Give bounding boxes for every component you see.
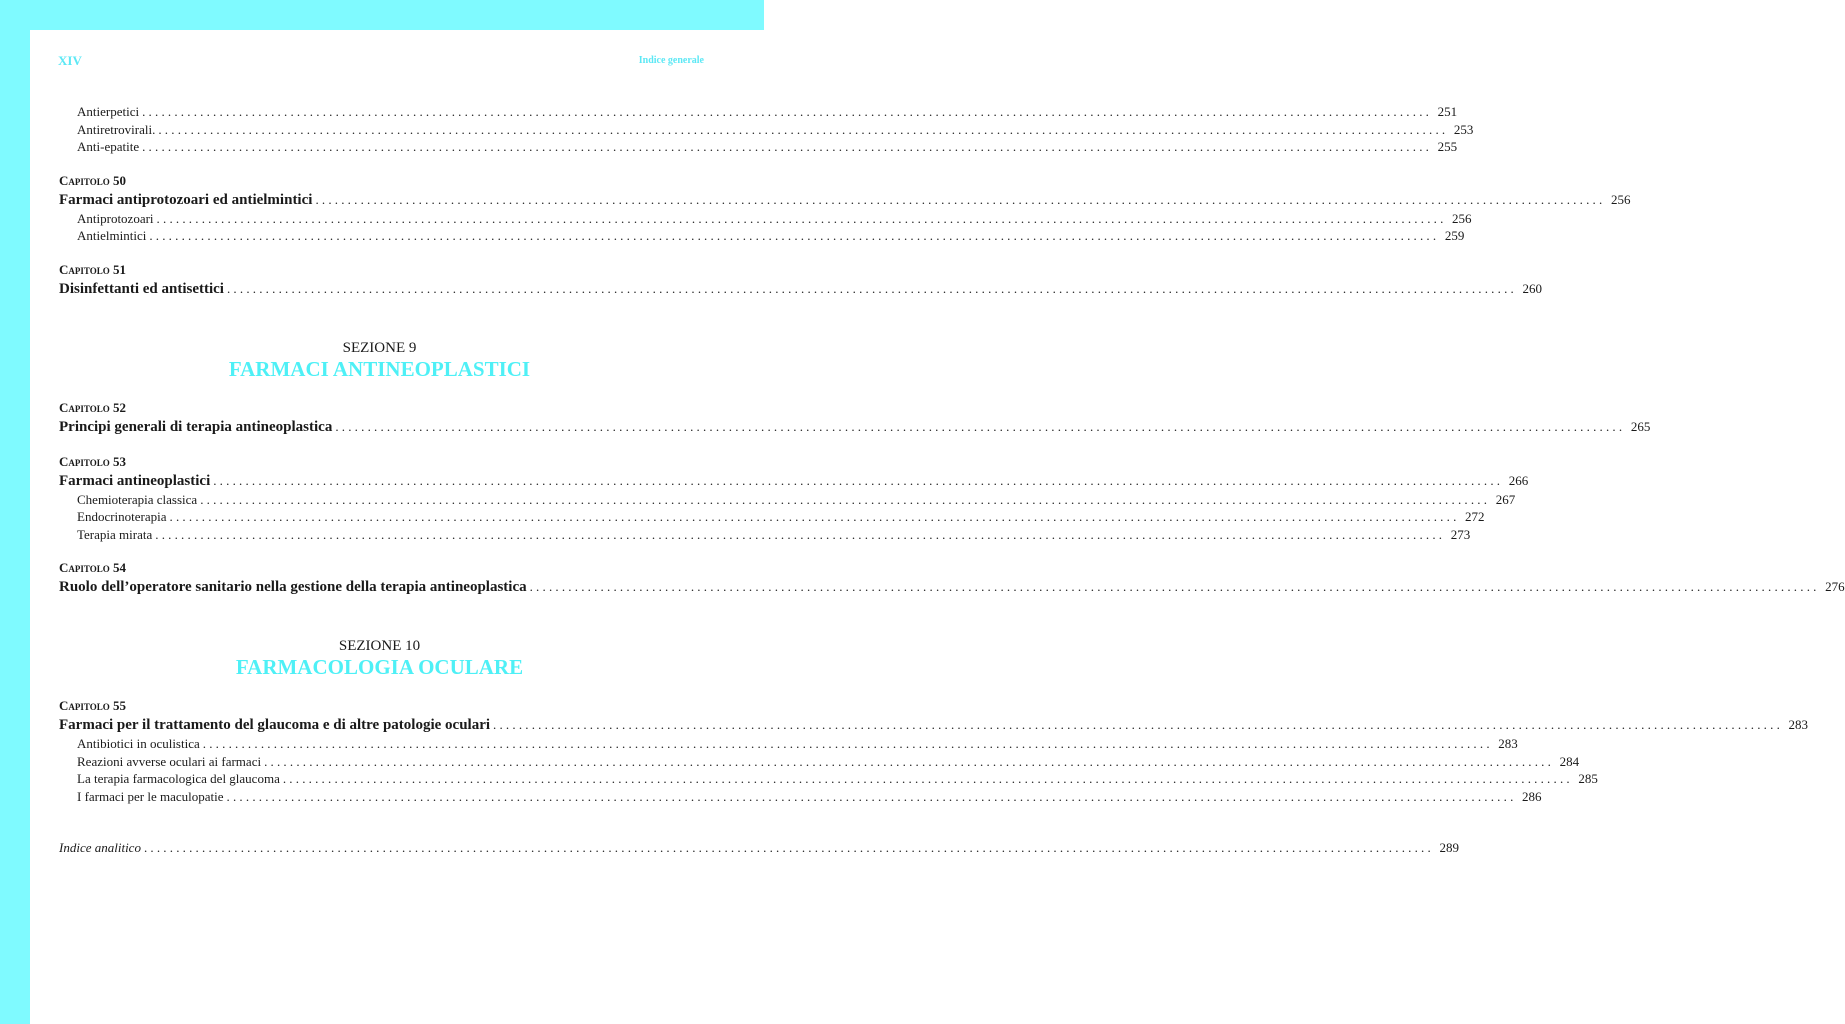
chapter-52 [59, 399, 1651, 437]
chapter-label: Capitolo 50 [59, 172, 126, 188]
section-number: SEZIONE 9 [342, 339, 417, 356]
chapter-title-entry[interactable]: Farmaci per il trattamento del glaucoma e di altre patologie oculari ........................................................................................................................................................................................................ 283 [59, 717, 1809, 733]
toc-entry[interactable]: Antiprotozoari ........................................................................................................................................................................................................ 256 [77, 210, 1472, 226]
leader-dots: ........................................................................................................................................................................................................ [202, 736, 1493, 751]
chapter-51 [59, 261, 1542, 299]
index-entry[interactable]: Indice analitico ........................................................................................................................................................................................................ 289 [59, 840, 1459, 855]
chapter-label: Capitolo 51 [59, 261, 126, 277]
leader-dots: ........................................................................................................................................................................................................ [226, 280, 1517, 296]
chapter-label: Capitolo 54 [59, 560, 126, 575]
index-block [59, 839, 1459, 857]
toc-entry[interactable]: Antiretrovirali. ........................................................................................................................................................................................................ 253 [77, 121, 1474, 137]
toc-entry[interactable]: I farmaci per le maculopatie ........................................................................................................................................................................................................ 286 [77, 788, 1542, 804]
chapter-53 [59, 453, 1529, 544]
leader-dots: ........................................................................................................................................................................................................ [155, 526, 1446, 542]
chapter-54 [59, 559, 1845, 597]
leader-dots: ........................................................................................................................................................................................................ [282, 771, 1573, 786]
leader-dots: ........................................................................................................................................................................................................ [158, 121, 1449, 137]
toc-entry[interactable]: Antierpetici ........................................................................................................................................................................................................ 251 [77, 104, 1458, 119]
side-color-band [0, 30, 30, 1024]
toc-entry[interactable]: Reazioni avverse oculari ai farmaci ........................................................................................................................................................................................................ 284 [77, 753, 1580, 769]
leader-dots: ........................................................................................................................................................................................................ [143, 840, 1434, 855]
chapter-55 [59, 697, 1809, 805]
top-color-band [0, 0, 764, 30]
leader-dots: ........................................................................................................................................................................................................ [200, 491, 1491, 507]
section-10-heading [59, 637, 700, 679]
toc-entry[interactable]: Antibiotici in oculistica ........................................................................................................................................................................................................ 283 [77, 736, 1518, 751]
toc-entry[interactable]: La terapia farmacologica del glaucoma ........................................................................................................................................................................................................ 285 [77, 771, 1598, 786]
toc-content [59, 103, 1845, 857]
leader-dots: ........................................................................................................................................................................................................ [226, 788, 1517, 804]
toc-entry[interactable]: Endocrinoterapia ........................................................................................................................................................................................................ 272 [77, 509, 1485, 524]
leader-dots: ........................................................................................................................................................................................................ [149, 228, 1440, 243]
leader-dots: ........................................................................................................................................................................................................ [142, 104, 1433, 119]
leader-dots: ........................................................................................................................................................................................................ [529, 579, 1820, 594]
chapter-title-entry[interactable]: Farmaci antineoplastici ........................................................................................................................................................................................................ 266 [59, 472, 1529, 489]
section-9-heading [59, 339, 700, 381]
leader-dots: ........................................................................................................................................................................................................ [335, 418, 1626, 434]
leader-dots: ........................................................................................................................................................................................................ [156, 210, 1447, 226]
toc-block-continuation [59, 103, 1474, 156]
section-title: FARMACI ANTINEOPLASTICI [228, 356, 531, 381]
chapter-title-entry[interactable]: Principi generali di terapia antineoplastica ........................................................................................................................................................................................................ 265 [59, 418, 1651, 435]
leader-dots: ........................................................................................................................................................................................................ [142, 139, 1433, 154]
leader-dots: ........................................................................................................................................................................................................ [213, 472, 1504, 488]
page-number: XIV [58, 53, 82, 68]
leader-dots: ........................................................................................................................................................................................................ [315, 191, 1606, 207]
chapter-label: Capitolo 55 [59, 698, 126, 713]
chapter-label: Capitolo 53 [59, 453, 126, 469]
toc-entry[interactable]: Anti-epatite ........................................................................................................................................................................................................ 255 [77, 139, 1458, 154]
toc-entry[interactable]: Terapia mirata ........................................................................................................................................................................................................ 273 [77, 526, 1471, 542]
toc-entry[interactable]: Antielmintici ........................................................................................................................................................................................................ 259 [77, 228, 1465, 243]
chapter-title-entry[interactable]: Farmaci antiprotozoari ed antielmintici ........................................................................................................................................................................................................ 256 [59, 191, 1631, 208]
leader-dots: ........................................................................................................................................................................................................ [493, 717, 1784, 732]
chapter-title-entry[interactable]: Ruolo dell’operatore sanitario nella gestione della terapia antineoplastica ........................................................................................................................................................................................................ 276 [59, 579, 1845, 595]
chapter-label: Capitolo 52 [59, 399, 126, 415]
leader-dots: ........................................................................................................................................................................................................ [264, 753, 1555, 769]
section-number: SEZIONE 10 [338, 638, 421, 654]
leader-dots: ........................................................................................................................................................................................................ [169, 509, 1460, 524]
toc-entry[interactable]: Chemioterapia classica ........................................................................................................................................................................................................ 267 [77, 491, 1516, 507]
chapter-title-entry[interactable]: Disinfettanti ed antisettici ........................................................................................................................................................................................................ 260 [59, 280, 1542, 297]
running-title: Indice generale [638, 55, 704, 66]
chapter-50 [59, 172, 1631, 245]
section-title: FARMACOLOGIA OCULARE [235, 655, 524, 679]
